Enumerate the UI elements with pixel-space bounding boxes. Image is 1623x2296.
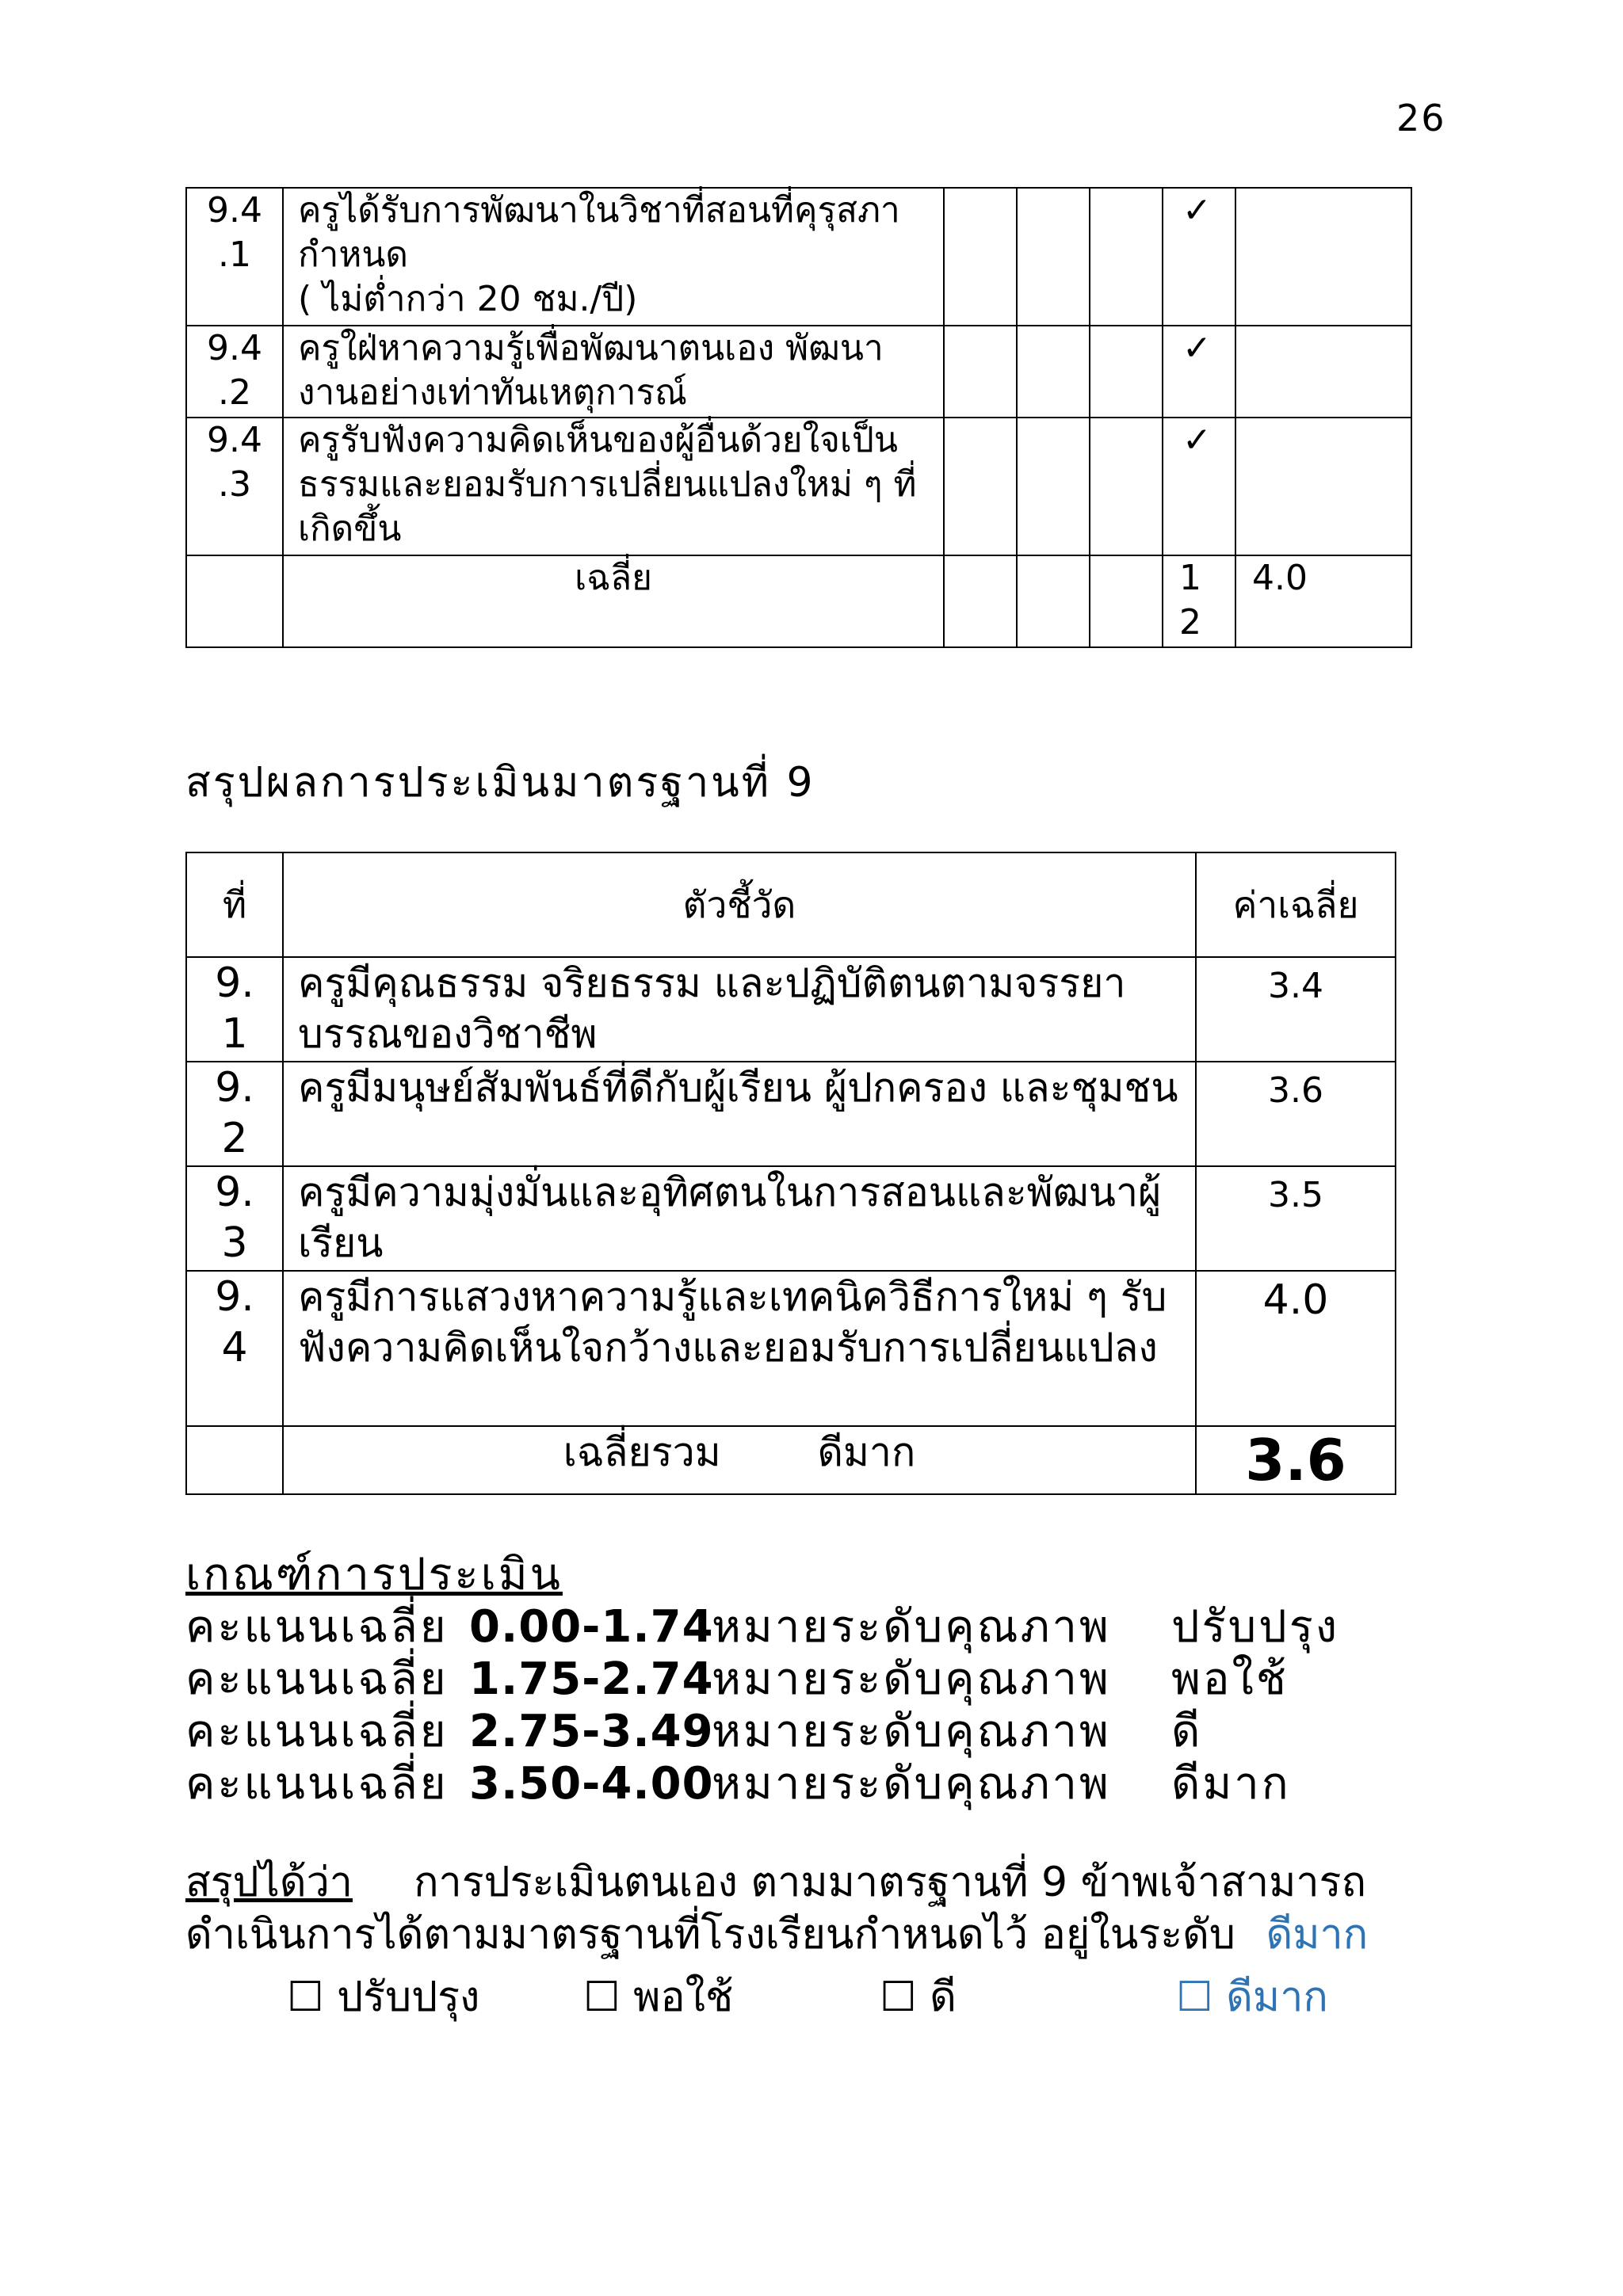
criteria-range: 1.75-2.74 [469, 1653, 714, 1705]
conclusion-line-2 [185, 1909, 1368, 1961]
summary-label-text: เฉลี่ยรวม [563, 1429, 721, 1475]
criteria-level: ดีมาก [1171, 1758, 1291, 1810]
row-number: 9. 1 [186, 957, 283, 1062]
score-cell [1017, 188, 1090, 326]
row-number: 9. 2 [186, 1062, 283, 1166]
criteria-meaning: หมายระดับคุณภาพ [712, 1758, 1111, 1810]
summary-total: 3.6 [1196, 1426, 1396, 1494]
criteria-level: พอใช้ [1171, 1653, 1289, 1705]
conclusion [185, 1856, 1368, 1961]
header-no: ที่ [186, 852, 283, 957]
summary-label [283, 1426, 1196, 1494]
criteria-row [185, 1706, 1339, 1758]
table-row [186, 188, 1411, 326]
summary-level: ดีมาก [817, 1429, 916, 1475]
conclusion-line-1 [185, 1856, 1368, 1909]
criteria-section [185, 1549, 1339, 1810]
row-text: ครูมีคุณธรรม จริยธรรม และปฏิบัติตนตามจรรยาบรรณของวิชาชีพ [283, 957, 1196, 1062]
criteria-row [185, 1653, 1339, 1706]
criteria-level: ปรับปรุง [1171, 1601, 1340, 1653]
criteria-meaning: หมายระดับคุณภาพ [712, 1653, 1111, 1705]
summary-total: 1 2 [1163, 555, 1235, 647]
score-cell [1017, 555, 1090, 647]
criteria-meaning: หมายระดับคุณภาพ [712, 1706, 1111, 1757]
indicator-9-4-table [185, 187, 1412, 648]
page-number: 26 [1396, 97, 1446, 139]
option-improve-checkbox[interactable]: ☐ ปรับปรุง [287, 1974, 480, 2021]
criteria-level: ดี [1171, 1706, 1203, 1757]
table-row [186, 326, 1411, 418]
option-very-good-checkbox[interactable]: ☐ ดีมาก [1176, 1974, 1328, 2021]
score-cell [944, 418, 1017, 555]
row-text: ครูมีมนุษย์สัมพันธ์ที่ดีกับผู้เรียน ผู้ปกครอง และชุมชน [283, 1062, 1196, 1166]
conclusion-label: สรุปได้ว่า [185, 1859, 353, 1906]
criteria-meaning: หมายระดับคุณภาพ [712, 1601, 1111, 1653]
header-row [186, 852, 1396, 957]
summary-average: 4.0 [1235, 555, 1411, 647]
criteria-label: คะแนนเฉลี่ย [185, 1601, 449, 1653]
note-cell [1235, 418, 1411, 555]
score-cell [1090, 326, 1163, 418]
row-number: 9.4 .3 [186, 418, 283, 555]
row-value: 3.6 [1196, 1062, 1396, 1166]
criteria-label: คะแนนเฉลี่ย [185, 1758, 449, 1810]
criteria-range: 3.50-4.00 [469, 1758, 714, 1810]
summary-label: เฉลี่ย [283, 555, 944, 647]
empty-cell [186, 555, 283, 647]
criteria-label: คะแนนเฉลี่ย [185, 1653, 449, 1705]
row-text: ครูใฝ่หาความรู้เพื่อพัฒนาตนเอง พัฒนางานอย่างเท่าทันเหตุการณ์ [283, 326, 944, 418]
criteria-label: คะแนนเฉลี่ย [185, 1706, 449, 1757]
note-cell [1235, 326, 1411, 418]
section-title: สรุปผลการประเมินมาตรฐานที่ 9 [185, 759, 815, 807]
header-indicator: ตัวชี้วัด [283, 852, 1196, 957]
row-text: ครูได้รับการพัฒนาในวิชาที่สอนที่คุรุสภากำหนด ( ไม่ต่ำกว่า 20 ชม./ปี) [283, 188, 944, 326]
score-cell [944, 555, 1017, 647]
criteria-row [185, 1601, 1339, 1653]
summary-row [186, 555, 1411, 647]
criteria-row [185, 1758, 1339, 1810]
score-cell [1090, 188, 1163, 326]
criteria-range: 2.75-3.49 [469, 1706, 714, 1757]
row-number: 9.4 .2 [186, 326, 283, 418]
row-text: ครูมีความมุ่งมั่นและอุทิศตนในการสอนและพัฒนาผู้เรียน [283, 1166, 1196, 1271]
row-text: ครูมีการแสวงหาความรู้และเทคนิควิธีการใหม่ ๆ รับฟังความคิดเห็นใจกว้างและยอมรับการเปลี่ยนแปลง [283, 1271, 1196, 1426]
check-mark-icon: ✓ [1163, 326, 1235, 418]
conclusion-text-2: ดำเนินการได้ตามมาตรฐานที่โรงเรียนกำหนดไว้ อยู่ในระดับ [185, 1911, 1235, 1958]
row-number: 9. 3 [186, 1166, 283, 1271]
score-cell [1090, 418, 1163, 555]
score-cell [1017, 326, 1090, 418]
conclusion-text-1: การประเมินตนเอง ตามมาตรฐานที่ 9 ข้าพเจ้าสามารถ [414, 1859, 1366, 1906]
note-cell [1235, 188, 1411, 326]
conclusion-result: ดีมาก [1266, 1911, 1369, 1958]
row-number: 9.4 .1 [186, 188, 283, 326]
score-cell [1090, 555, 1163, 647]
row-value: 3.4 [1196, 957, 1396, 1062]
row-value: 3.5 [1196, 1166, 1396, 1271]
option-fair-checkbox[interactable]: ☐ พอใช้ [583, 1974, 734, 2021]
row-value: 4.0 [1196, 1271, 1396, 1426]
check-mark-icon: ✓ [1163, 188, 1235, 326]
criteria-range: 0.00-1.74 [469, 1601, 714, 1653]
table-row [186, 1062, 1396, 1166]
summary-row [186, 1426, 1396, 1494]
row-text: ครูรับฟังความคิดเห็นของผู้อื่นด้วยใจเป็นธรรมและยอมรับการเปลี่ยนแปลงใหม่ ๆ ที่เกิดขึ้น [283, 418, 944, 555]
table-row [186, 1271, 1396, 1426]
criteria-title: เกณฑ์การประเมิน [185, 1549, 563, 1600]
score-cell [944, 188, 1017, 326]
table-row [186, 418, 1411, 555]
score-cell [944, 326, 1017, 418]
table-row [186, 1166, 1396, 1271]
row-number: 9. 4 [186, 1271, 283, 1426]
option-good-checkbox[interactable]: ☐ ดี [880, 1974, 957, 2021]
header-average: ค่าเฉลี่ย [1196, 852, 1396, 957]
empty-cell [186, 1426, 283, 1494]
check-mark-icon: ✓ [1163, 418, 1235, 555]
table-row [186, 957, 1396, 1062]
score-cell [1017, 418, 1090, 555]
standard-9-summary-table [185, 852, 1396, 1495]
